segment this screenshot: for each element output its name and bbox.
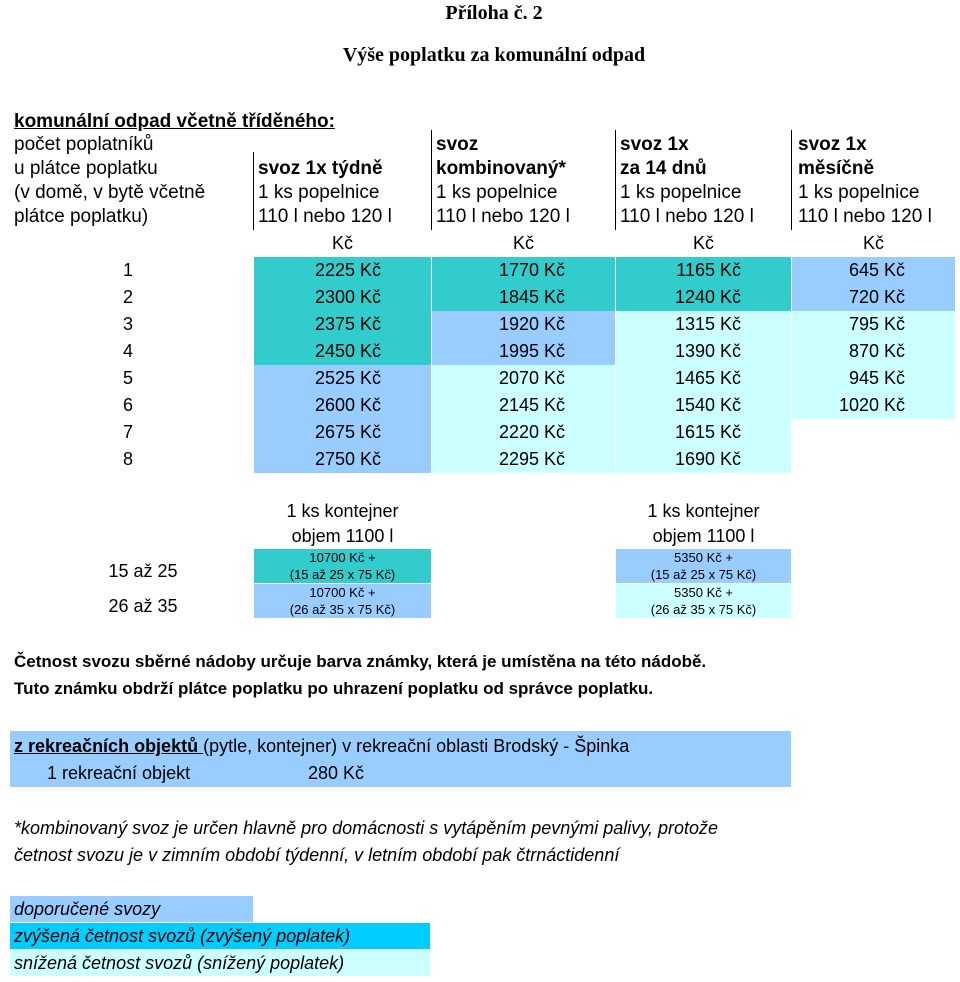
container-formula: (15 až 25 x 75 Kč) (289, 567, 396, 582)
fee-cell: 2675 Kč (254, 419, 431, 446)
header-line: počet poplatníků (14, 134, 154, 155)
recreation-price: 280 Kč (308, 763, 365, 783)
fee-cell: 2300 Kč (254, 284, 431, 311)
fee-cell: 945 Kč (792, 365, 955, 392)
row-count: 4 (122, 341, 133, 361)
fee-cell (792, 446, 955, 473)
header-line: 110 l nebo 120 l (798, 206, 932, 227)
header-line: (v domě, v bytě včetně (14, 182, 206, 203)
header-line: plátce poplatku) (14, 206, 149, 227)
fee-cell: 2225 Kč (254, 257, 431, 284)
fee-cell: 720 Kč (792, 284, 955, 311)
header-line: svoz 1x (798, 134, 867, 155)
row-count: 6 (122, 395, 133, 415)
fee-cell: 2145 Kč (432, 392, 615, 419)
legend-reduced: snížená četnost svozů (snížený poplatek) (14, 953, 345, 973)
footnote-line: četnost svozu je v zimním období týdenní, v letním období pak čtrnáctidenní (14, 845, 620, 865)
container-price: 10700 Kč + (309, 585, 376, 600)
container-price: 5350 Kč + (674, 550, 733, 565)
fee-cell: 645 Kč (792, 257, 955, 284)
fee-cell: 1465 Kč (616, 365, 791, 392)
header-divider (791, 130, 792, 230)
row-count: 3 (122, 314, 133, 334)
unit-label: Kč (862, 233, 884, 253)
unit-label: Kč (692, 233, 714, 253)
fee-cell: 1995 Kč (432, 338, 615, 365)
header-line: 110 l nebo 120 l (436, 206, 570, 227)
unit-label: Kč (512, 233, 534, 253)
unit-label: Kč (331, 233, 353, 253)
recreation-description: (pytle, kontejner) v rekreační oblasti Brodský - Špinka (203, 736, 630, 756)
header-line: 1 ks popelnice (620, 182, 742, 203)
fee-cell: 1315 Kč (616, 311, 791, 338)
fee-cell: 2375 Kč (254, 311, 431, 338)
container-header-line: objem 1100 l (291, 526, 394, 546)
fee-cell: 1240 Kč (616, 284, 791, 311)
container-row-label: 26 až 35 (108, 596, 178, 616)
header-line: 1 ks popelnice (258, 182, 380, 203)
container-row-label: 15 až 25 (108, 561, 178, 581)
container-price: 5350 Kč + (674, 585, 733, 600)
row-count: 7 (122, 422, 133, 442)
legend-recommended: doporučené svozy (14, 899, 161, 919)
fee-cell: 1165 Kč (616, 257, 791, 284)
fee-cell: 795 Kč (792, 311, 955, 338)
header-line: měsíčně (798, 158, 875, 179)
fee-cell: 1390 Kč (616, 338, 791, 365)
fee-cell: 2450 Kč (254, 338, 431, 365)
fee-cell: 1920 Kč (432, 311, 615, 338)
header-line: svoz 1x (620, 134, 689, 155)
header-line: 1 ks popelnice (436, 182, 558, 203)
recreation-link[interactable]: z rekreačních objektů (14, 736, 204, 756)
row-count: 2 (122, 287, 133, 307)
row-count: 8 (122, 449, 133, 469)
fee-cell: 1020 Kč (792, 392, 955, 419)
fee-cell: 1615 Kč (616, 419, 791, 446)
recreation-line (14, 733, 629, 760)
container-price: 10700 Kč + (309, 550, 376, 565)
row-count: 5 (122, 368, 133, 388)
section-title: komunální odpad včetně tříděného: (14, 111, 335, 132)
annex-label: Příloha č. 2 (445, 2, 543, 24)
header-divider (431, 130, 432, 230)
frequency-note: Četnost svozu sběrné nádoby určuje barva známky, která je umístěna na této nádobě. (14, 652, 707, 671)
fee-cell: 1540 Kč (616, 392, 791, 419)
container-formula: (26 až 35 x 75 Kč) (289, 602, 396, 617)
fee-cell: 2750 Kč (254, 446, 431, 473)
fee-cell: 1770 Kč (432, 257, 615, 284)
header-line: svoz (436, 134, 479, 155)
recreation-item: 1 rekreační objekt (47, 763, 191, 783)
header-line: 110 l nebo 120 l (258, 206, 392, 227)
container-header-line: objem 1100 l (652, 526, 755, 546)
fee-cell: 2525 Kč (254, 365, 431, 392)
fee-cell: 2295 Kč (432, 446, 615, 473)
page-title: Výše poplatku za komunální odpad (342, 44, 646, 66)
legend-increased: zvýšená četnost svozů (zvýšený poplatek) (14, 926, 351, 946)
header-line: svoz 1x týdně (258, 158, 383, 179)
fee-cell (792, 419, 955, 446)
container-header-line: 1 ks kontejner (647, 501, 760, 521)
header-line: 110 l nebo 120 l (620, 206, 754, 227)
container-formula: (15 až 25 x 75 Kč) (650, 567, 757, 582)
header-line: kombinovaný* (436, 158, 566, 179)
fee-cell: 2220 Kč (432, 419, 615, 446)
header-divider (615, 130, 616, 230)
fee-cell: 1690 Kč (616, 446, 791, 473)
row-count: 1 (122, 260, 133, 280)
container-header-line: 1 ks kontejner (286, 501, 399, 521)
header-line: za 14 dnů (620, 158, 707, 179)
fee-cell: 2070 Kč (432, 365, 615, 392)
frequency-note: Tuto známku obdrží plátce poplatku po uhrazení poplatku od správce poplatku. (14, 679, 654, 698)
fee-cell: 1845 Kč (432, 284, 615, 311)
header-line: 1 ks popelnice (798, 182, 920, 203)
fee-cell: 870 Kč (792, 338, 955, 365)
header-divider (253, 152, 254, 230)
fee-cell: 2600 Kč (254, 392, 431, 419)
container-formula: (26 až 35 x 75 Kč) (650, 602, 757, 617)
header-line: u plátce poplatku (14, 158, 158, 179)
footnote-line: *kombinovaný svoz je určen hlavně pro domácnosti s vytápěním pevnými palivy, protože (14, 818, 719, 838)
